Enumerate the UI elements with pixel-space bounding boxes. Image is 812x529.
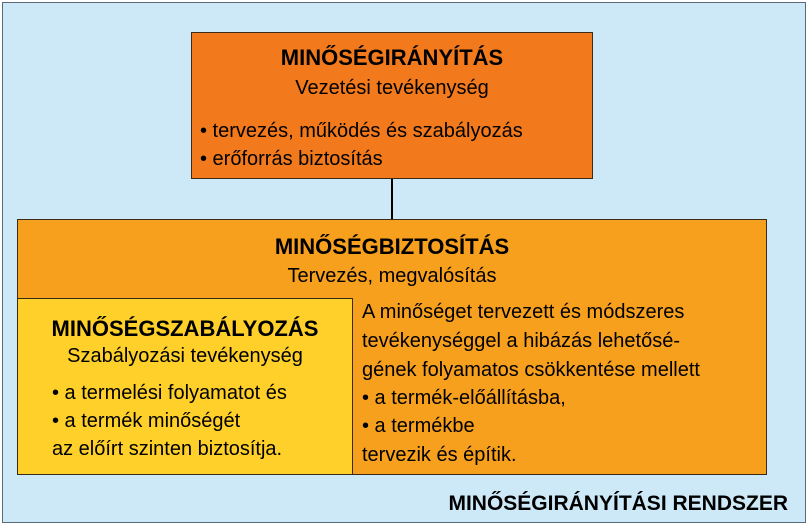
quality-assurance-description-line: tervezik és építik. [362,444,517,466]
quality-assurance-title: MINŐSÉGBIZTOSÍTÁS [274,234,510,259]
quality-control-line: • a termék minőségét [52,410,241,432]
quality-assurance-description-line: • a termékbe [362,415,475,437]
connector-line [391,179,393,219]
system-label: MINŐSÉGIRÁNYÍTÁSI RENDSZER [448,492,788,515]
quality-management-box [191,32,593,179]
quality-control-subtitle: Szabályozási tevékenység [67,345,303,367]
quality-management-subtitle: Vezetési tevékenység [295,77,489,99]
quality-assurance-description-line: gének folyamatos csökkentése mellett [362,359,700,381]
quality-management-bullet: • tervezés, működés és szabályozás [200,120,523,142]
quality-assurance-description-line: tevékenységgel a hibázás lehetősé- [362,330,680,352]
quality-assurance-description-line: • a termék-előállításba, [362,387,566,409]
quality-control-title: MINŐSÉGSZABÁLYOZÁS [51,316,319,341]
quality-control-line: az előírt szinten biztosítja. [52,438,283,460]
quality-control-box [17,298,353,475]
quality-management-bullet: • erőforrás biztosítás [200,148,383,170]
quality-management-title: MINŐSÉGIRÁNYÍTÁS [280,45,504,70]
quality-assurance-description-line: A minőséget tervezett és módszeres [362,301,685,323]
quality-assurance-subtitle: Tervezés, megvalósítás [287,265,497,287]
quality-control-line: • a termelési folyamatot és [52,382,287,404]
